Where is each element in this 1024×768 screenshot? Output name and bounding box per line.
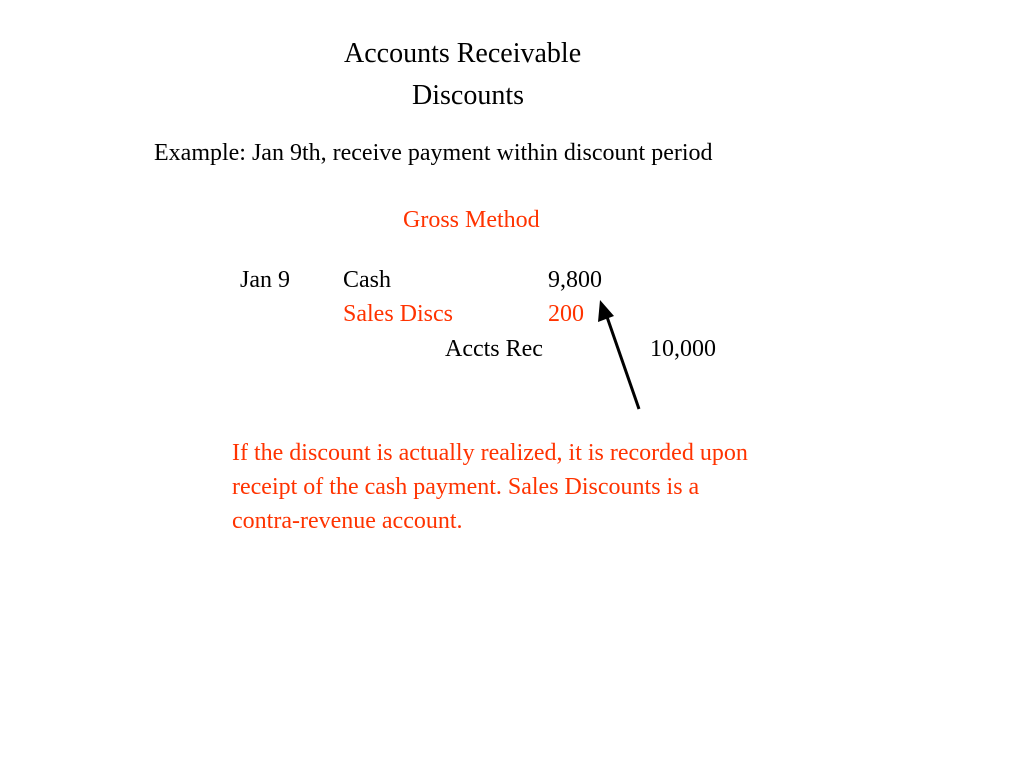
slide-title-line-1: Accounts Receivable <box>344 38 582 69</box>
example-text: Example: Jan 9th, receive payment within discount period <box>154 140 713 166</box>
arrow-pointer-icon <box>580 300 660 420</box>
entry-date: Jan 9 <box>240 267 290 293</box>
note-line-2: receipt of the cash payment. Sales Discounts is a <box>232 474 700 500</box>
arrow-shaft <box>606 314 639 409</box>
credit-amount-accts-rec: 10,000 <box>650 336 716 362</box>
slide-title-line-2: Discounts <box>412 80 524 111</box>
debit-amount-sales-discounts: 200 <box>548 301 584 327</box>
explanation-note <box>232 436 872 538</box>
note-line-1: If the discount is actually realized, it is recorded upon <box>232 440 748 466</box>
note-line-3: contra-revenue account. <box>232 508 463 534</box>
debit-account-cash: Cash <box>343 267 391 293</box>
arrow-head <box>598 300 614 322</box>
method-heading: Gross Method <box>403 207 540 233</box>
debit-account-sales-discounts: Sales Discs <box>343 301 453 327</box>
debit-amount-cash: 9,800 <box>548 267 602 293</box>
credit-account-accts-rec: Accts Rec <box>445 336 543 362</box>
